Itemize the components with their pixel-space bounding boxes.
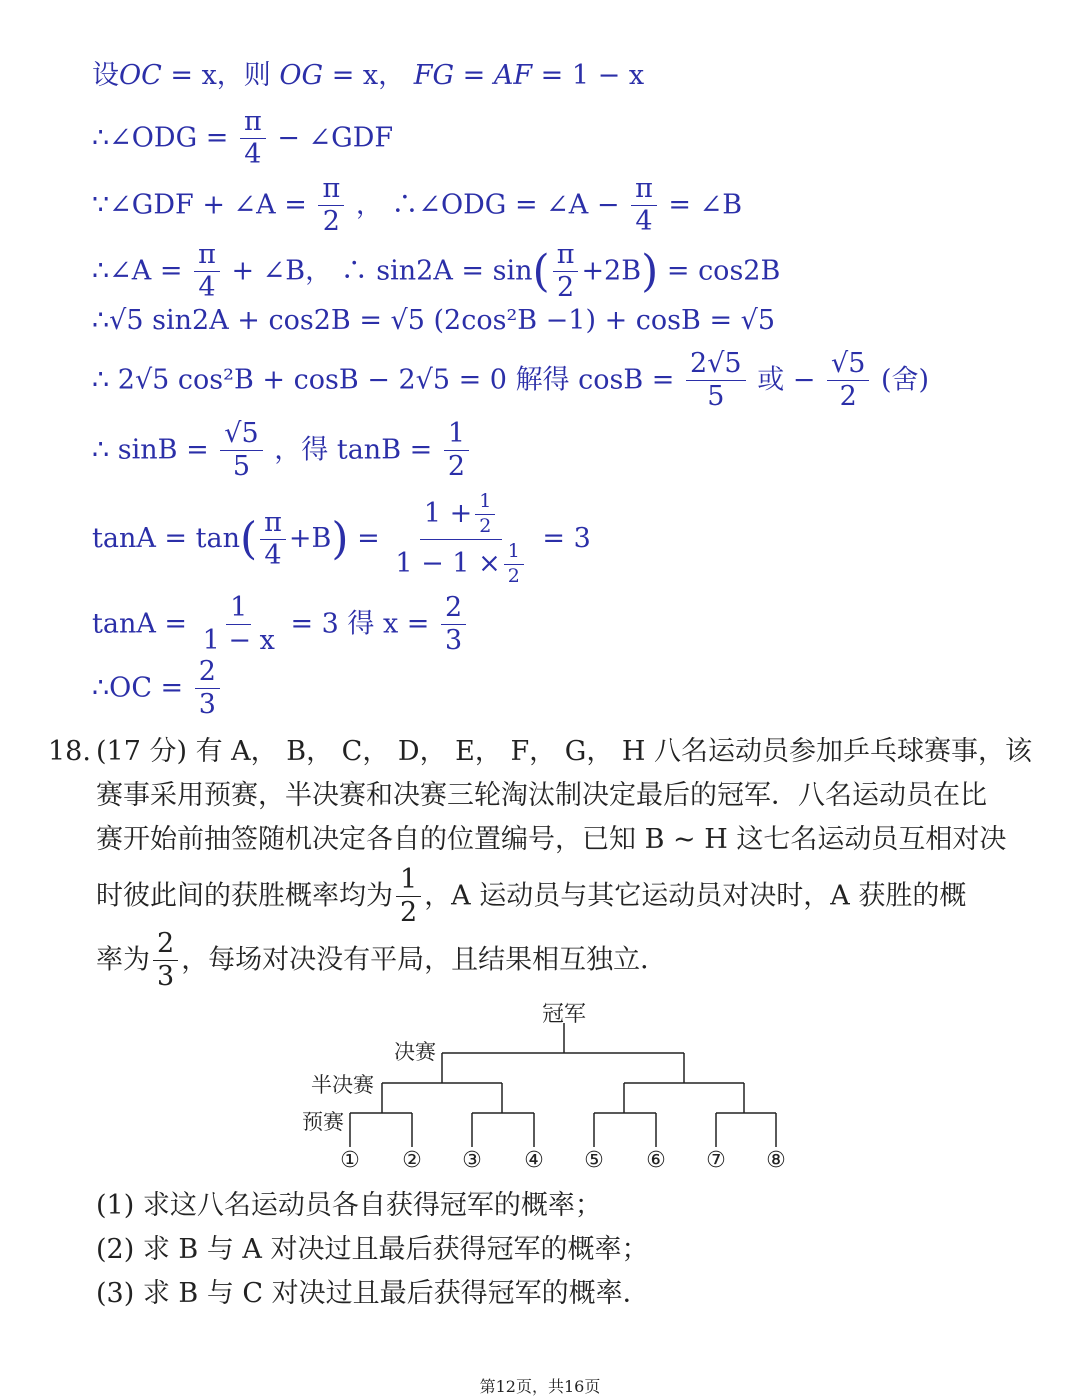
question-line-4: [96, 866, 966, 928]
text: 1 +: [423, 497, 473, 529]
denominator: 2: [839, 381, 857, 413]
denominator: 4: [264, 539, 282, 571]
fraction: [318, 175, 344, 237]
label-semifinal: 半决赛: [311, 1073, 374, 1097]
text: = ∠B: [668, 189, 743, 221]
fraction: [827, 350, 869, 412]
text: ∴ sinB =: [92, 434, 209, 466]
var-oc: OC: [119, 60, 162, 91]
denominator: 2: [400, 897, 418, 929]
compound-fraction: [391, 492, 530, 587]
denominator: 2: [447, 451, 466, 483]
fraction: [153, 930, 178, 992]
right-paren: ): [331, 513, 349, 565]
fraction: [396, 866, 421, 928]
text: + ∠B， ∴ sin2A = sin: [231, 255, 533, 287]
solution-line-6: [92, 350, 929, 412]
text: 时彼此间的获胜概率均为: [96, 880, 393, 912]
var-af: AF: [493, 60, 533, 91]
fraction: [195, 658, 220, 720]
page-footer: 第12页，共16页: [479, 1377, 601, 1396]
fraction: [504, 539, 524, 587]
sub-question-2: (2) 求 B 与 A 对决过且最后获得冠军的概率；: [96, 1234, 649, 1265]
position-2: ②: [402, 1148, 422, 1173]
text: tanA =: [92, 608, 188, 640]
text: ，得 tanB =: [274, 434, 433, 466]
numerator: 2√5: [686, 350, 746, 381]
denominator: 3: [445, 625, 463, 657]
text: − ∠GDF: [277, 122, 394, 154]
fraction: [240, 108, 266, 170]
position-3: ③: [462, 1148, 482, 1173]
denominator: [391, 540, 530, 587]
solution-line-1: [92, 62, 644, 89]
question-line-1: (17 分) 有 A， B， C， D， E， F， G， H 八名运动员参加乒乓球赛事，该: [96, 736, 1033, 767]
fraction: [631, 175, 657, 237]
denominator: 2: [556, 272, 575, 304]
left-paren: (: [239, 513, 258, 565]
tournament-bracket: [0, 995, 1080, 1185]
numerator: 1: [444, 420, 469, 451]
numerator: 1: [504, 542, 524, 565]
text: ∴OC =: [92, 672, 184, 704]
question-line-5: [96, 930, 667, 992]
solution-line-3: [92, 175, 742, 237]
fraction: [260, 506, 286, 571]
numerator: π: [194, 241, 220, 272]
numerator: π: [631, 175, 657, 206]
var-fg: FG: [413, 60, 455, 91]
text: =: [357, 522, 380, 554]
text: ，每场对决没有平局，且结果相互独立．: [181, 944, 668, 976]
position-5: ⑤: [584, 1148, 604, 1173]
right-paren: ): [641, 245, 659, 297]
text: = 3 得 x =: [290, 608, 430, 640]
solution-line-2: [92, 108, 393, 170]
numerator: 1: [226, 594, 251, 625]
denominator: 3: [198, 689, 216, 721]
solution-line-9: [92, 594, 469, 656]
denominator: 2: [322, 206, 340, 238]
var-og: OG: [279, 60, 324, 91]
numerator: 2: [195, 658, 220, 689]
left-paren: (: [532, 245, 550, 297]
text: +B: [288, 522, 332, 554]
text: ∴√5 sin2A + cos2B = √5 (2cos²B −1) + cosB = √5: [92, 305, 776, 336]
text: = x，: [323, 60, 414, 91]
position-1: ①: [340, 1148, 360, 1173]
denominator: 4: [635, 206, 653, 238]
text: ， ∴∠ODG = ∠A −: [355, 189, 620, 221]
text: ∴ 2√5 cos²B + cosB − 2√5 = 0 解得 cosB =: [92, 364, 675, 396]
sub-question-1: (1) 求这八名运动员各自获得冠军的概率；: [96, 1190, 602, 1221]
numerator: π: [318, 175, 344, 206]
text: tanA = tan: [92, 522, 240, 554]
denominator: 5: [707, 381, 725, 413]
fraction: [444, 420, 469, 482]
label-prelim: 预赛: [302, 1110, 344, 1134]
text: ∴∠ODG =: [92, 122, 229, 154]
text: = x，则: [161, 60, 280, 91]
question-number: 18.: [48, 736, 91, 767]
position-6: ⑥: [646, 1148, 666, 1173]
denominator: 5: [232, 451, 251, 483]
numerator: √5: [220, 420, 262, 451]
denominator: 2: [479, 514, 492, 537]
text: 或 −: [757, 364, 816, 396]
text: =: [454, 60, 494, 91]
text: = cos2B: [666, 255, 781, 287]
text: 1 − 1 ×: [395, 547, 501, 579]
text: (舍): [880, 364, 930, 396]
question-line-3: 赛开始前抽签随机决定各自的位置编号，已知 B ~ H 这七名运动员互相对决: [96, 824, 1007, 855]
numerator: 1: [396, 866, 421, 897]
numerator: √5: [827, 350, 869, 381]
numerator: 2: [153, 930, 178, 961]
denominator: 4: [244, 139, 262, 171]
fraction: [553, 241, 579, 303]
position-4: ④: [524, 1148, 544, 1173]
numerator: π: [553, 241, 579, 272]
numerator: 2: [441, 594, 466, 625]
text: ∴∠A =: [92, 255, 183, 287]
text: ，A 运动员与其它运动员对决时，A 获胜的概: [424, 880, 967, 912]
text: +2B: [581, 255, 642, 287]
fraction: [220, 420, 262, 482]
text: 设: [92, 60, 119, 91]
denominator: 3: [157, 961, 175, 993]
question-line-2: 赛事采用预赛，半决赛和决赛三轮淘汰制决定最后的冠军．八名运动员在比: [96, 780, 987, 811]
numerator: 1: [475, 492, 495, 515]
denominator: 2: [507, 564, 520, 587]
solution-line-7: [92, 420, 472, 482]
text: ∵∠GDF + ∠A =: [92, 189, 307, 221]
solution-line-10: [92, 658, 223, 720]
numerator: π: [240, 108, 266, 139]
label-final: 决赛: [394, 1040, 436, 1064]
solution-line-8: [92, 492, 591, 587]
sub-question-3: (3) 求 B 与 C 对决过且最后获得冠军的概率．: [96, 1278, 650, 1309]
text: = 1 − x: [532, 60, 645, 91]
text: = 3: [542, 522, 591, 554]
text: 率为: [96, 944, 150, 976]
fraction: [475, 492, 495, 537]
denominator: 4: [198, 272, 216, 304]
denominator: 1 − x: [202, 625, 275, 657]
solution-line-5: [92, 307, 775, 334]
numerator: π: [260, 509, 286, 540]
position-7: ⑦: [706, 1148, 726, 1173]
fraction: [441, 594, 466, 656]
fraction: [199, 594, 279, 656]
fraction: [686, 350, 746, 412]
fraction: [194, 241, 220, 303]
solution-line-4: [92, 241, 780, 303]
position-8: ⑧: [766, 1148, 786, 1173]
label-champion: 冠军: [541, 1002, 587, 1027]
numerator: [420, 492, 502, 540]
